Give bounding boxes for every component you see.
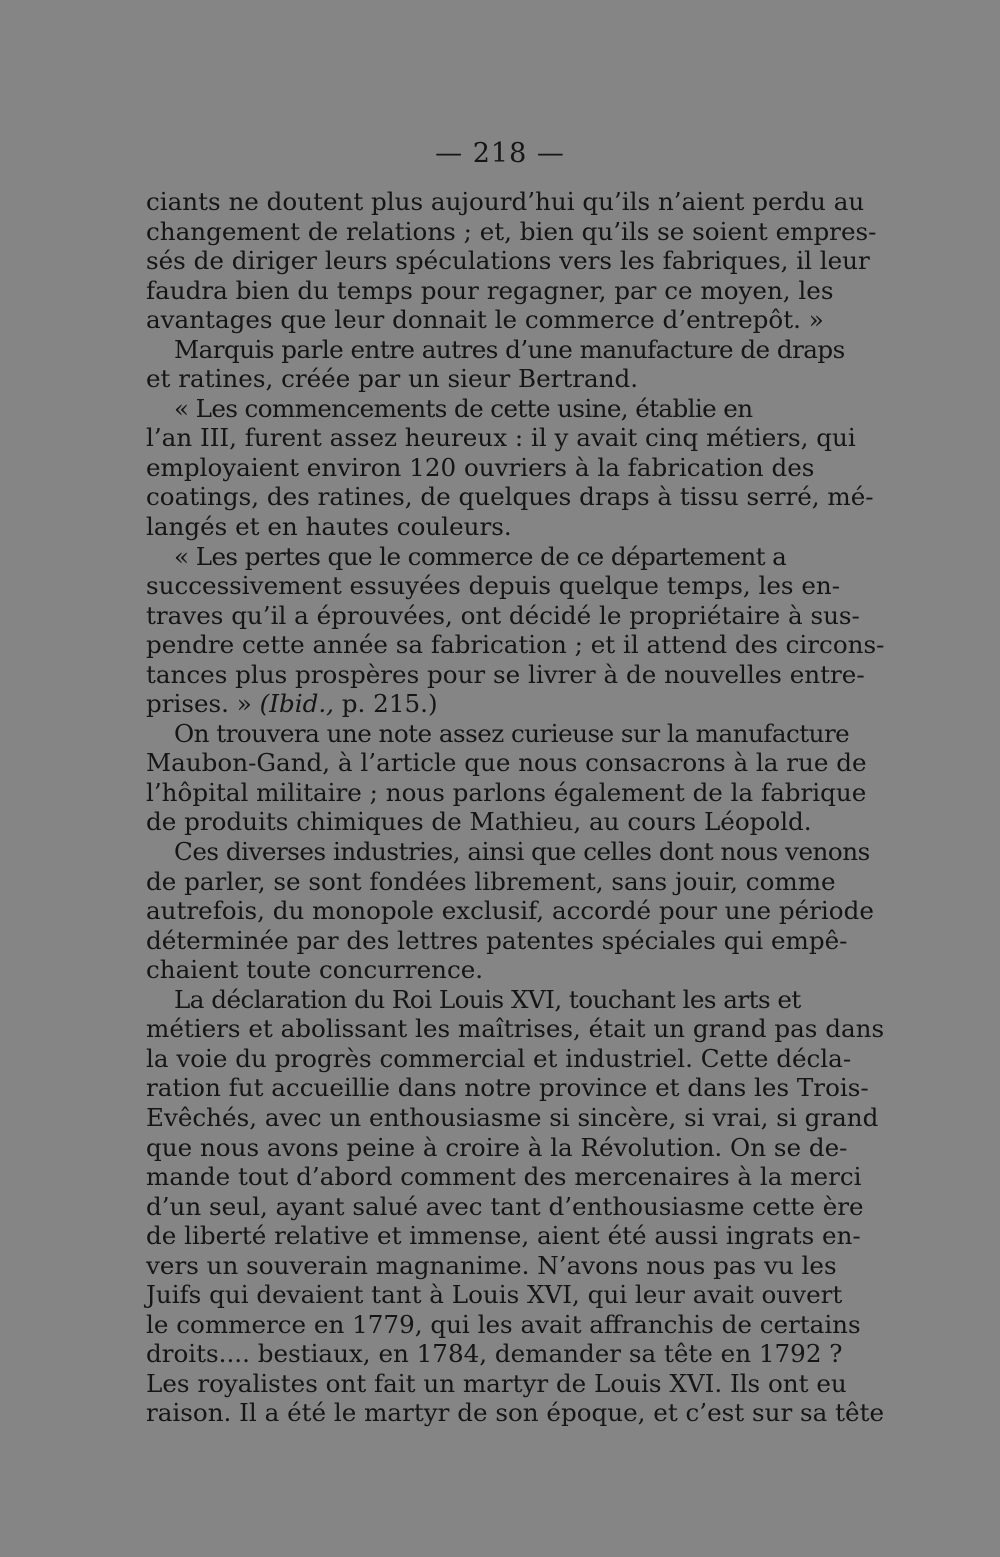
text-line: vers un souverain magnanime. N’avons nous pas vu les <box>146 1250 837 1280</box>
text-line: autrefois, du monopole exclusif, accordé pour une période <box>146 896 874 926</box>
text-line: successivement essuyées depuis quelque temps, les en- <box>146 571 841 601</box>
text-line: raison. Il a été le martyr de son époque, et c’est sur sa tête <box>146 1398 885 1428</box>
text-line: langés et en hautes couleurs. <box>146 512 512 542</box>
text-line: « Les pertes que le commerce de ce département a <box>174 541 787 571</box>
paragraph <box>146 334 845 394</box>
text-line: Les royalistes ont fait un martyr de Louis XVI. Ils ont eu <box>146 1368 847 1398</box>
text-line: l’an III, furent assez heureux : il y avait cinq métiers, qui <box>146 423 856 453</box>
text-line: Marquis parle entre autres d’une manufacture de draps <box>174 334 845 364</box>
text-line: tances plus prospères pour se livrer à de nouvelles entre- <box>146 659 865 689</box>
text-line: Ces diverses industries, ainsi que celles dont nous venons <box>174 837 870 867</box>
text-line: l’hôpital militaire ; nous parlons également de la fabrique <box>146 777 867 807</box>
text-line: la voie du progrès commercial et industriel. Cette décla- <box>146 1043 852 1073</box>
text-line: traves qu’il a éprouvées, ont décidé le propriétaire à sus- <box>146 600 860 630</box>
text-line: On trouvera une note assez curieuse sur la manufacture <box>174 718 850 748</box>
text-line: ciants ne doutent plus aujourd’hui qu’ils n’aient perdu au <box>146 187 865 216</box>
text-line: chaient toute concurrence. <box>146 955 484 985</box>
text-line: de parler, se sont fondées librement, sans jouir, comme <box>146 866 836 896</box>
paragraph <box>146 541 885 719</box>
text-line: sés de diriger leurs spéculations vers les fabriques, il leur <box>146 246 870 276</box>
text-line: « Les commencements de cette usine, établie en <box>174 393 753 423</box>
text-line: Evêchés, avec un enthousiasme si sincère, si vrai, si grand <box>146 1102 879 1132</box>
text-line: pendre cette année sa fabrication ; et il attend des circons- <box>146 630 885 660</box>
text-line: avantages que leur donnait le commerce d’entrepôt. » <box>146 305 824 335</box>
text-line: Maubon-Gand, à l’article que nous consacrons à la rue de <box>146 748 867 778</box>
text-line: Juifs qui devaient tant à Louis XVI, qui leur avait ouvert <box>146 1280 843 1310</box>
text-line: droits.... bestiaux, en 1784, demander sa tête en 1792 ? <box>146 1339 843 1369</box>
text-line: mande tout d’abord comment des mercenaires à la merci <box>146 1162 862 1192</box>
text-line: La déclaration du Roi Louis XVI, touchant les arts et <box>174 984 801 1014</box>
text-line: changement de relations ; et, bien qu’ils se soient empres- <box>146 216 877 246</box>
paragraph <box>146 984 885 1428</box>
text-line: ration fut accueillie dans notre province et dans les Trois- <box>146 1073 869 1103</box>
text-run: prises. » <box>146 689 260 719</box>
paragraph <box>146 393 874 542</box>
paragraph <box>146 718 867 837</box>
text-line: employaient environ 120 ouvriers à la fabrication des <box>146 452 815 482</box>
paragraph <box>146 187 877 335</box>
text-line: de liberté relative et immense, aient été aussi ingrats en- <box>146 1221 861 1251</box>
paragraph <box>146 837 874 985</box>
text-line: métiers et abolissant les maîtrises, était un grand pas dans <box>146 1014 885 1044</box>
text-run: p. 215.) <box>333 689 438 719</box>
page-number: — 218 — <box>435 138 565 169</box>
text-line: faudra bien du temps pour regagner, par ce moyen, les <box>146 275 834 305</box>
text-line: coatings, des ratines, de quelques draps à tissu serré, mé- <box>146 482 874 512</box>
text-line: déterminée par des lettres patentes spéciales qui empê- <box>146 925 848 955</box>
text-line <box>146 689 834 719</box>
body-text <box>146 187 885 1428</box>
citation-italic: (Ibid., <box>259 689 334 719</box>
text-line: de produits chimiques de Mathieu, au cours Léopold. <box>146 807 812 837</box>
text-line: que nous avons peine à croire à la Révolution. On se de- <box>146 1132 848 1162</box>
text-line: d’un seul, ayant salué avec tant d’enthousiasme cette ère <box>146 1191 864 1221</box>
text-line: le commerce en 1779, qui les avait affranchis de certains <box>146 1309 861 1339</box>
text-line: et ratines, créée par un sieur Bertrand. <box>146 364 639 394</box>
